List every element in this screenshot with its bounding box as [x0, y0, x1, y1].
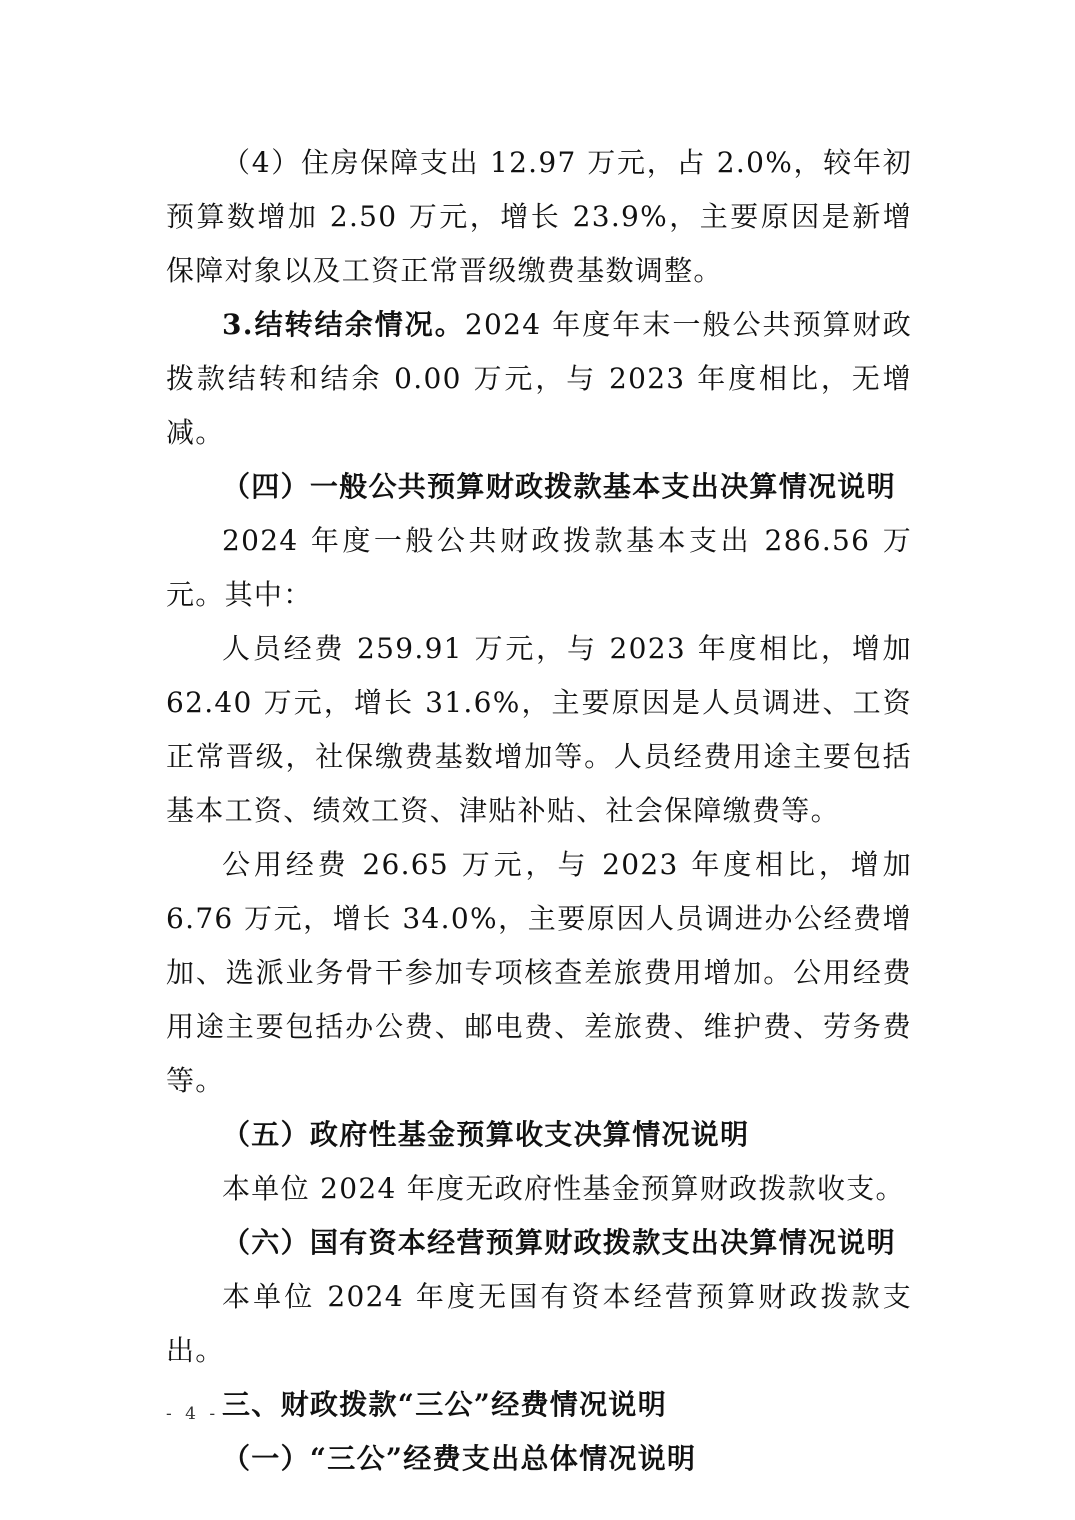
- paragraph-government-fund: 本单位 2024 年度无政府性基金预算财政拨款收支。: [222, 1172, 905, 1205]
- paragraph-housing-expenditure: （4）住房保障支出 12.97 万元，占 2.0%，较年初预算数增加 2.50 万元，增长 23.9%，主要原因是新增保障对象以及工资正常晋级缴费基数调整。: [166, 146, 912, 287]
- page-number: - 4 -: [166, 1404, 220, 1424]
- heading-section-three: 三、财政拨款“三公”经费情况说明: [222, 1388, 668, 1421]
- paragraph-lead-label: 3.结转结余情况。: [222, 308, 465, 341]
- paragraph-carryover-text: 2024 年度年末一般公共预算财政拨款结转和结余 0.00 万元，与 2023 年度相比，无增减。: [166, 308, 912, 449]
- heading-state-capital: （六）国有资本经营预算财政拨款支出决算情况说明: [222, 1226, 896, 1259]
- paragraph-public-expenses: 公用经费 26.65 万元，与 2023 年度相比，增加 6.76 万元，增长 34.0%，主要原因人员调进办公经费增加、选派业务骨干参加专项核查差旅费用增加。公用经费用途主要包括办公费、邮电费、差旅费、维护费、劳务费等。: [166, 848, 912, 1097]
- heading-government-fund: （五）政府性基金预算收支决算情况说明: [222, 1118, 750, 1151]
- paragraph-basic-expenditure-total: 2024 年度一般公共财政拨款基本支出 286.56 万元。其中：: [166, 524, 912, 611]
- paragraph-personnel-expenses: 人员经费 259.91 万元，与 2023 年度相比，增加 62.40 万元，增长 31.6%，主要原因是人员调进、工资正常晋级，社保缴费基数增加等。人员经费用途主要包括基本工资、绩效工资、津贴补贴、社会保障缴费等。: [166, 632, 912, 827]
- heading-basic-expenditure: （四）一般公共预算财政拨款基本支出决算情况说明: [222, 470, 896, 503]
- paragraph-carryover-balance: [166, 298, 912, 460]
- heading-three-public-overview: （一）“三公”经费支出总体情况说明: [222, 1442, 697, 1475]
- document-body: [166, 136, 912, 1486]
- paragraph-state-capital: 本单位 2024 年度无国有资本经营预算财政拨款支出。: [166, 1280, 912, 1367]
